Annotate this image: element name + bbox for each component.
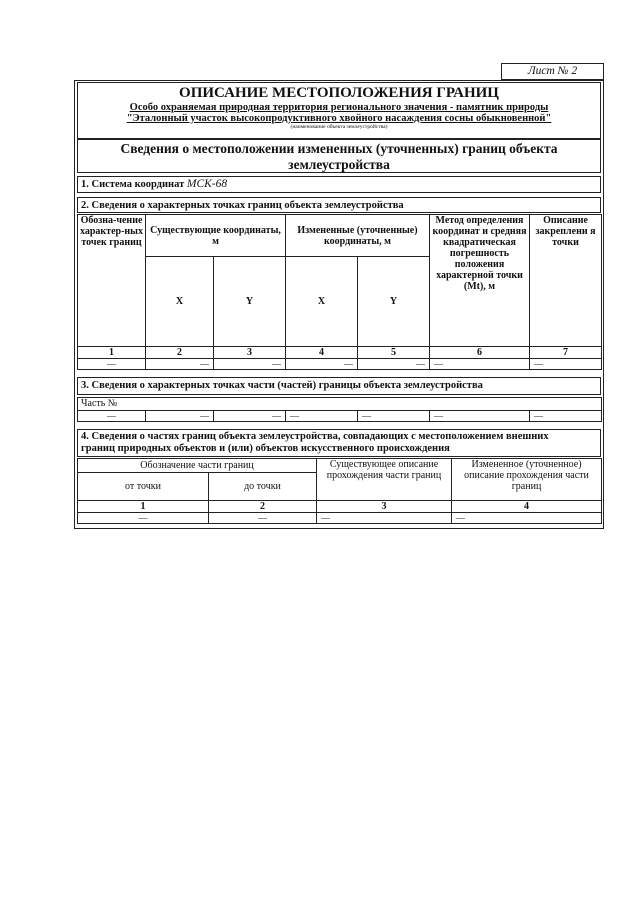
object-line-2: "Эталонный участок высокопродуктивного хвойного насаждения сосны обыкновенной": [126, 113, 552, 124]
section-2-title: 2. Сведения о характерных точках границ объекта землеустройства: [81, 200, 404, 211]
object-line-1: Особо охраняемая природная территория регионального значения - памятник природы: [129, 102, 549, 113]
section-4-heading: [77, 429, 601, 457]
part-number-label: Часть №: [78, 398, 602, 411]
col-changed-description: Измененное (уточненное) описание прохождения части границ: [452, 459, 602, 501]
col-part-designation: Обозначение части границ: [78, 459, 317, 473]
col-exist-y: Y: [214, 257, 286, 347]
col-point-id: Обозна-чение характер-ных точек границ: [78, 215, 146, 347]
parts-points-wrap: [77, 397, 601, 425]
main-heading-line-2: землеустройства: [288, 157, 390, 172]
sheet-number-box: [501, 63, 604, 80]
table-row: — — — —: [78, 513, 602, 524]
col-existing-coords: Существующие координаты, м: [146, 215, 286, 257]
table-row: — — — — — — —: [78, 359, 602, 370]
section-1: [77, 176, 601, 193]
section-4-title-1: 4. Сведения о частях границ объекта землеустройства, совпадающих с местоположением внешних: [81, 431, 549, 442]
col-to-point: до точки: [209, 473, 317, 501]
object-caption: (наименование объекта землеустройства): [290, 124, 388, 130]
sheet-number: Лист № 2: [527, 65, 578, 77]
col-changed-x: X: [286, 257, 358, 347]
table-row: 1 2 3 4: [78, 501, 602, 513]
main-heading-block: [77, 139, 601, 173]
points-table-wrap: [77, 214, 601, 372]
col-method: Метод определения координат и средняя квадратическая погрешность положения характерной точки (Mt), м: [430, 215, 530, 347]
col-exist-x: X: [146, 257, 214, 347]
table-row: 1 2 3 4 5 6 7: [78, 347, 602, 359]
coordinate-system: 1. Система координат МСК-68: [81, 178, 228, 190]
boundary-parts-wrap: [77, 458, 601, 528]
section-4-title-2: границ природных объектов и (или) объектов искусственного происхождения: [81, 443, 450, 454]
parts-points-table: [77, 397, 602, 422]
document-title: ОПИСАНИЕ МЕСТОПОЛОЖЕНИЯ ГРАНИЦ: [179, 85, 499, 101]
header-block: [77, 82, 601, 139]
col-changed-y: Y: [358, 257, 430, 347]
col-changed-coords: Измененные (уточненные) координаты, м: [286, 215, 430, 257]
table-row: — — — — — — —: [78, 411, 602, 422]
points-table: [77, 214, 602, 370]
col-from-point: от точки: [78, 473, 209, 501]
section-3-title: 3. Сведения о характерных точках части (частей) границы объекта землеустройства: [81, 380, 483, 391]
coordinate-system-value: МСК-68: [186, 178, 228, 190]
section-3-heading: [77, 377, 601, 395]
col-description: Описание закреплени я точки: [530, 215, 602, 347]
main-heading-line-1: Сведения о местоположении измененных (уточненных) границ объекта: [120, 141, 558, 156]
boundary-parts-table: [77, 458, 602, 524]
section-2-heading: [77, 197, 601, 213]
col-existing-description: Существующее описание прохождения части границ: [317, 459, 452, 501]
